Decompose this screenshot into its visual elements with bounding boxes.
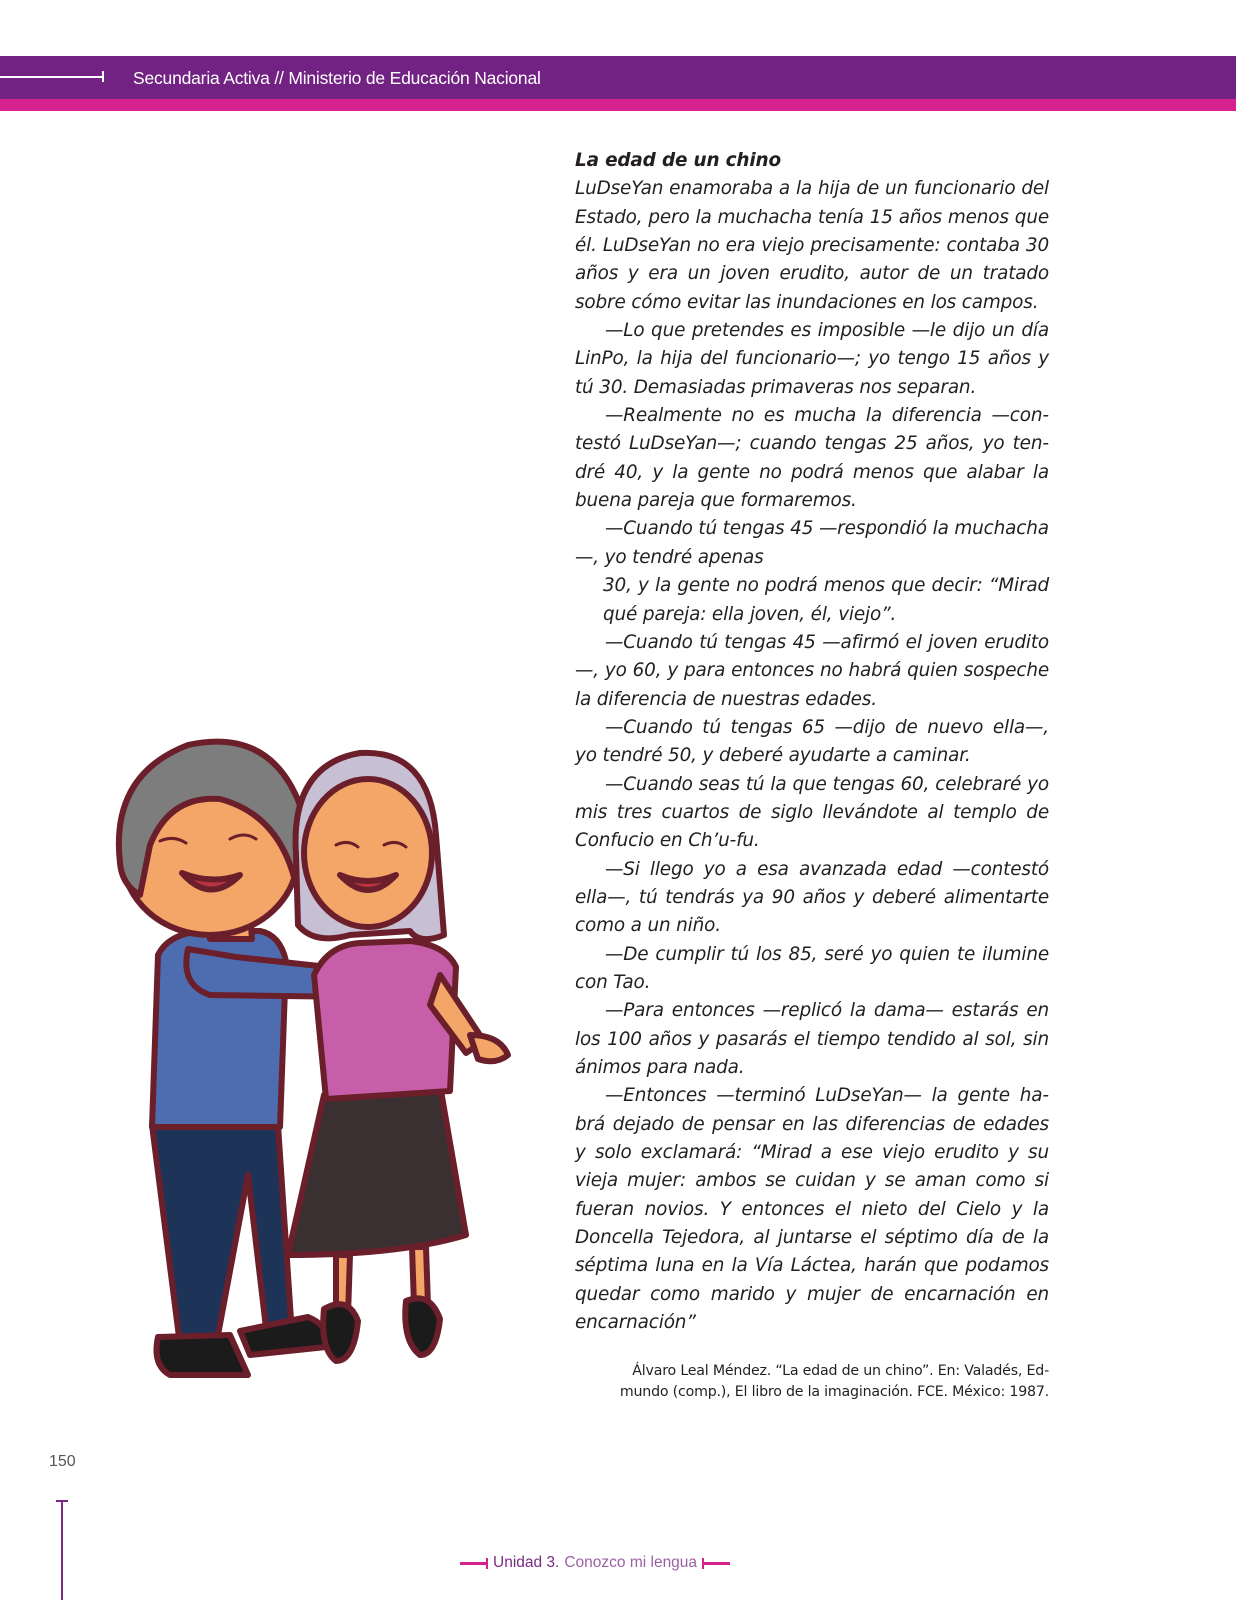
story-paragraph: LuDseYan enamoraba a la hija de un funcionario del Estado, pero la muchacha tenía 15 años menos que él. LuDseYan no era viejo precisamente: contaba 30 años y era un joven erudito, autor de un tratado sobre cómo evitar las inundaciones en los campos. <box>575 178 1049 313</box>
header-title: Secundaria Activa // Ministerio de Educación Nacional <box>133 68 541 88</box>
story-paragraph: —Lo que pretendes es imposible —le dijo un día LinPo, la hija del funcionario—; yo tengo 15 años y tú 30. Demasiadas primaveras nos separan. <box>575 320 1049 398</box>
story-paragraph: —Entonces —terminó LuDseYan— la gente habrá dejado de pensar en las diferencias de edades y solo exclamará: “Mirad a ese viejo erudito y su vieja mujer: ambos se cuidan y se aman como si fueran novios. Y entonces el nieto del Cielo y la Doncella Tejedora, al juntarse el séptimo día de la séptima luna en la Vía Láctea, harán que podamos quedar como marido y mujer de encarnación en encarnación” <box>575 1085 1049 1334</box>
citation-line: mundo (comp.), El libro de la imaginación. FCE. México: 1987. <box>619 1384 1049 1400</box>
story-paragraph: 30, y la gente no podrá menos que decir: “Mirad qué pareja: ella joven, él, viejo”. <box>603 575 1049 625</box>
margin-line <box>61 1500 63 1600</box>
footer <box>460 1552 730 1574</box>
story-paragraph: —Cuando seas tú la que tengas 60, celebraré yo mis tres cuartos de siglo llevándote al templo de Confucio en Ch’u-fu. <box>575 773 1049 852</box>
story-paragraph: —Cuando tú tengas 45 —respondió la muchacha—, yo tendré apenas <box>575 518 1049 568</box>
page-number: 150 <box>49 1453 76 1470</box>
story-paragraph: —Si llego yo a esa avanzada edad —contestó ella—, tú tendrás ya 90 años y deberé alimentarte como a un niño. <box>575 858 1049 937</box>
header-rule-tick <box>102 71 104 82</box>
header-stripe <box>0 99 1236 111</box>
story-paragraph: —Realmente no es mucha la diferencia —contestó LuDseYan—; cuando tengas 25 años, yo tendré 40, y la gente no podrá menos que alabar la buena pareja que formaremos. <box>575 405 1049 512</box>
story-paragraph: —Para entonces —replicó la dama— estarás en los 100 años y pasarás el tiempo tendido al sol, sin ánimos para nada. <box>575 1000 1049 1078</box>
header-rule <box>0 76 104 78</box>
story-paragraph: —Cuando tú tengas 45 —afirmó el joven erudito—, yo 60, y para entonces no habrá quien sospeche la diferencia de nuestras edades. <box>575 631 1049 710</box>
citation-line: Álvaro Leal Méndez. “La edad de un chino”. En: Valadés, Ed- <box>632 1363 1049 1379</box>
footer-unit-label: Unidad 3. <box>493 1554 560 1571</box>
story-paragraph: —De cumplir tú los 85, seré yo quien te ilumine con Tao. <box>575 943 1049 993</box>
citation <box>600 1361 1049 1403</box>
footer-bar-right <box>702 1562 730 1565</box>
story-paragraph: —Cuando tú tengas 65 —dijo de nuevo ella—, yo tendré 50, y deberé ayudarte a caminar. <box>575 716 1049 767</box>
footer-bar-left <box>460 1562 488 1565</box>
elderly-couple-illustration <box>100 735 540 1415</box>
footer-unit-title: Conozco mi lengua <box>564 1554 698 1571</box>
story-title: La edad de un chino <box>575 150 781 171</box>
story-text <box>575 147 1049 1337</box>
